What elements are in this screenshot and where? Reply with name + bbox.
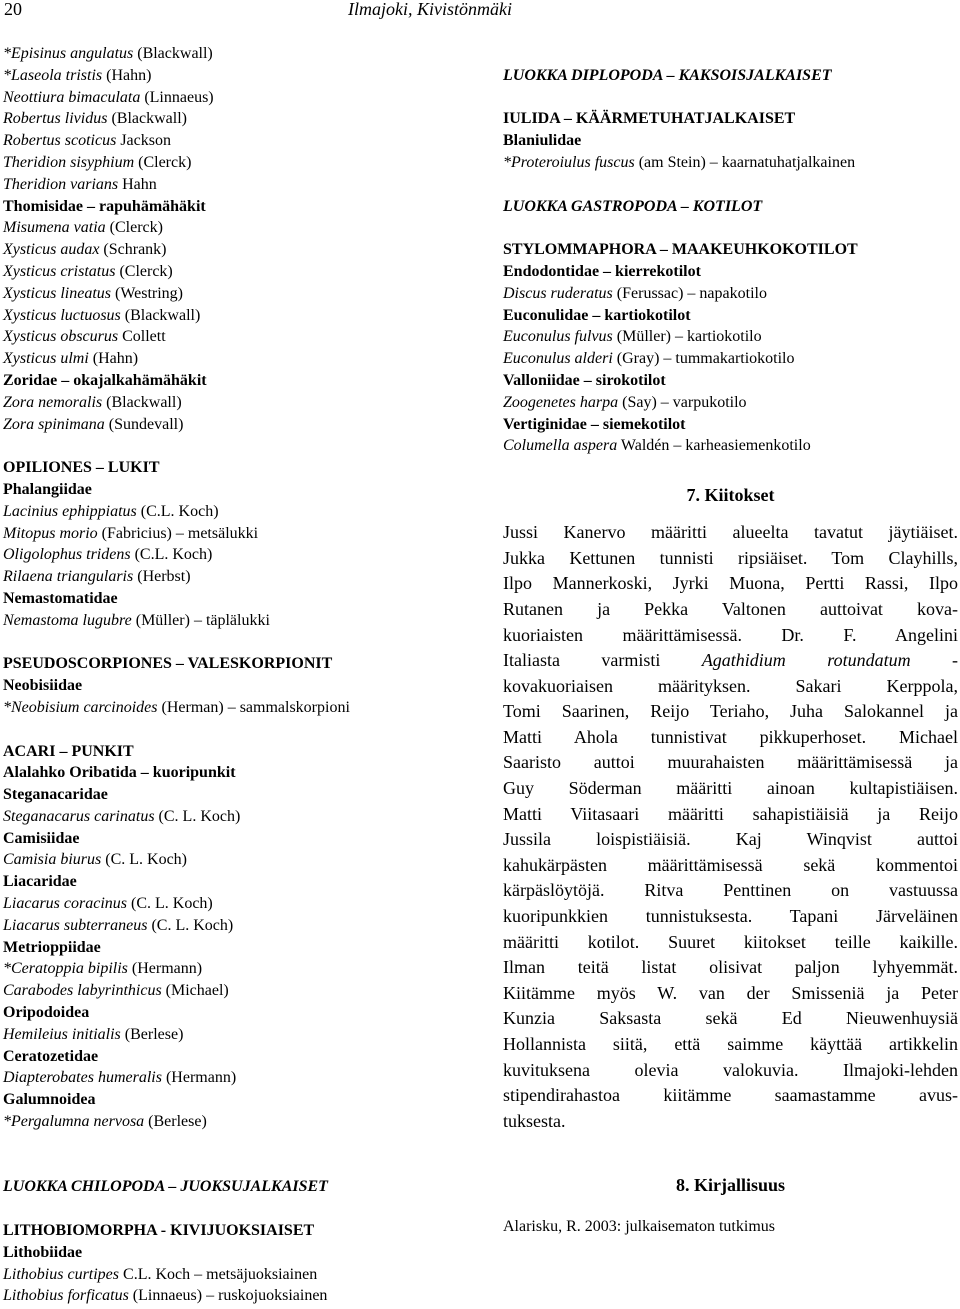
species-entry [3,152,473,174]
taxon-name: Steganacarus carinatus [3,807,155,825]
taxon-name: Liacarus coracinus [3,895,127,913]
taxon-name: Agathidium rotundatum [701,650,911,671]
spacer [3,632,473,654]
running-title: Ilmajoki, Kivistönmäki [348,0,512,19]
paragraph-line [503,878,958,904]
taxon-name: Neottiura bimaculata [3,88,141,106]
text-run: Collett [118,328,166,346]
text-run: (Michael) [161,982,229,1000]
paragraph-line [503,853,958,879]
species-entry [3,610,473,632]
species-entry [503,326,958,348]
acknowledgements-heading: 7. Kiitokset [686,485,775,506]
taxon-heading: Endodontidae – kierrekotilot [503,262,701,280]
text-run: (Linnaeus) – ruskojuoksiainen [128,1287,328,1305]
taxon-name: Robertus lividus [3,110,108,128]
species-entry [3,217,473,239]
taxon-name: Xysticus luctuosus [3,306,121,324]
spacer [503,43,958,65]
taxon-heading: Phalangiidae [3,480,92,498]
text-run: kahukärpästen määrittämisessä sekä kommentoi [503,854,958,875]
taxon-name: Zora nemoralis [3,393,103,411]
paragraph-line [503,571,958,597]
paragraph-line [503,981,958,1007]
text-run: (Blackwall) [133,45,213,62]
text-run: (Gray) – tummakartiokotilo [612,350,795,368]
species-entry [3,893,473,915]
taxon-heading: Ceratozetidae [3,1047,99,1065]
taxon-heading: LITHOBIOMORPHA - KIVIJUOKSIAISET [3,1222,315,1240]
references-heading: 8. Kirjallisuus [675,1175,786,1196]
text-run: Guy Söderman määritti ainoan kultapistiäisen. [503,778,958,799]
text-run: (Ferussac) – napakotilo [612,284,767,302]
taxon-heading: Blaniulidae [503,132,582,150]
text-run: (C. L. Koch) [147,916,234,934]
text-run: Matti Viitasaari määritti sahapistiäisiä ja Reijo [503,803,958,824]
text-run: Alarisku, R. 2003: julkaisematon tutkimus [503,1218,775,1236]
text-run: (Schrank) [99,241,167,259]
text-run: (Hermann) [127,960,203,978]
taxon-name: *Ceratoppia bipilis [3,960,128,978]
class-heading: LUOKKA CHILOPODA – JUOKSUJALKAISET [3,1178,328,1196]
species-entry [3,65,473,87]
text-run: (Blackwall) [102,393,182,411]
taxon-name: Xysticus cristatus [3,262,116,280]
species-entry [3,130,473,152]
taxon-heading: Alalahko Oribatida – kuoripunkit [3,764,236,782]
text-run: (C.L. Koch) [136,502,219,520]
paragraph-line [503,1032,958,1058]
acknowledgements-paragraph [503,520,958,1134]
taxon-heading: Metrioppiidae [3,938,101,956]
text-run: (Hermann) [161,1069,237,1087]
species-entry [3,544,473,566]
text-run: Rutanen ja Pekka Valtonen auttoivat kova- [503,598,958,619]
paragraph-line [503,802,958,828]
text-run: (Clerck) [115,262,173,280]
taxon-name: Xysticus lineatus [3,284,111,302]
text-run: Tomi Saarinen, Reijo Teriaho, Juha Salokannel ja [503,701,958,722]
taxon-name: Liacarus subterraneus [3,916,148,934]
spacer [3,1198,473,1220]
text-run: (Herbst) [133,568,191,586]
class-heading: LUOKKA GASTROPODA – KOTILOT [503,197,763,215]
spacer [3,1133,473,1155]
paragraph-line [503,827,958,853]
taxon-heading: Nemastomatidae [3,589,118,607]
text-run: (Herman) – sammalskorpioni [157,698,350,716]
text-run: kärpäslöytöjä. Ritva Penttinen on vastuussa [503,880,958,901]
species-entry [3,958,473,980]
text-run: - [910,650,958,671]
text-run: Kunzia Saksasta sekä Ed Nieuwenhuysiä [503,1008,958,1029]
spacer [503,87,958,109]
text-run: määritti kotilot. Suuret kiitokset teille kaikille. [503,931,958,952]
taxon-heading: Euconulidae – kartiokotilot [503,306,691,324]
taxon-name: Xysticus obscurus [3,328,119,346]
taxon-name: Camisia biurus [3,851,102,869]
paragraph-line [503,1109,958,1135]
paragraph-line [503,930,958,956]
taxon-heading: OPILIONES – LUKIT [3,459,160,477]
reference-entry [503,1216,958,1238]
text-run: stipendirahastoa kiitämme saamastamme avus- [503,1085,958,1106]
text-run: (Westring) [110,284,184,302]
species-entry [503,283,958,305]
text-run: (Sundevall) [104,415,184,433]
taxon-heading: IULIDA – KÄÄRMETUHATJALKAISET [503,110,796,128]
left-column-species-list [3,43,473,1307]
paragraph-line [503,1058,958,1084]
paragraph-line [503,520,958,546]
page-number: 20 [4,0,22,19]
text-run: Ilpo Mannerkoski, Jyrki Muona, Pertti Rassi, Ilpo [503,573,958,594]
taxon-name: Hemileius initialis [3,1025,121,1043]
paragraph-line [503,648,958,674]
text-run: (Hahn) [102,66,152,84]
text-run: (am Stein) – kaarnatuhatjalkainen [634,153,856,171]
taxon-name: Theridion varians [3,175,119,193]
text-run: Jussila loispistiäisiä. Kaj Winqvist auttoi [503,829,958,850]
taxon-name: *Proteroiulus fuscus [503,153,635,171]
text-run: Jussi Kanervo määritti alueelta tavatut jäytiäiset. [503,522,958,543]
text-run: (Blackwall) [120,306,201,324]
paragraph-line [503,546,958,572]
taxon-name: Rilaena triangularis [3,568,134,586]
species-entry [3,43,473,65]
text-run: kuvituksena olevia valokuvia. Ilmajoki-lehden [503,1059,958,1080]
taxon-heading: Vertiginidae – siemekotilot [503,415,686,433]
taxon-name: Discus ruderatus [503,284,613,302]
species-entry [3,239,473,261]
taxon-name: Carabodes labyrinthicus [3,982,162,1000]
paragraph-line [503,597,958,623]
text-run: (C. L. Koch) [101,851,188,869]
text-run: (Berlese) [120,1025,184,1043]
taxon-heading: PSEUDOSCORPIONES – VALESKORPIONIT [3,655,333,673]
paragraph-line [503,776,958,802]
text-run: Ilman teitä listat olisivat paljon lyhyemmät. [503,957,958,978]
species-entry [503,348,958,370]
text-run: (Fabricius) – metsälukki [97,524,259,542]
text-run: (Linnaeus) [140,88,214,106]
species-entry [3,566,473,588]
right-column-species-list [503,43,958,457]
taxon-name: Lacinius ephippiatus [3,502,137,520]
text-run: (Müller) – kartiokotilo [612,328,762,346]
taxon-name: Diapterobates humeralis [3,1069,162,1087]
text-run: (Berlese) [144,1113,207,1131]
taxon-name: Euconulus alderi [503,350,613,368]
taxon-name: *Pergalumna nervosa [3,1113,145,1131]
species-entry [503,392,958,414]
taxon-name: Theridion sisyphium [3,153,135,171]
text-run: (Say) – varpukotilo [618,393,747,411]
taxon-name: *Episinus angulatus [3,45,134,62]
text-run: Italiasta varmisti [503,650,702,671]
species-entry [3,326,473,348]
class-heading: LUOKKA DIPLOPODA – KAKSOISJALKAISET [503,66,832,84]
taxon-heading: Oripodoidea [3,1004,90,1022]
species-entry [3,174,473,196]
species-entry [3,915,473,937]
paragraph-line [503,623,958,649]
taxon-name: Mitopus morio [3,524,98,542]
taxon-name: Columella aspera [503,437,618,455]
text-run: kovakuoriaisen määrityksen. Sakari Kerppola, [503,675,958,696]
taxon-name: Nemastoma lugubre [3,611,132,629]
paragraph-line [503,725,958,751]
species-entry [3,1067,473,1089]
species-entry [3,697,473,719]
taxon-name: Lithobius forficatus [3,1287,129,1305]
species-entry [3,283,473,305]
text-run: Hollannista siitä, että saimme käyttää artikkelin [503,1034,958,1055]
paragraph-line [503,955,958,981]
spacer [503,217,958,239]
taxon-name: *Neobisium carcinoides [3,698,158,716]
taxon-name: Zora spinimana [3,415,105,433]
spacer [3,1155,473,1177]
taxon-name: Robertus scoticus [3,132,117,150]
text-run: (Clerck) [105,219,163,237]
spacer [3,719,473,741]
species-entry [3,501,473,523]
species-entry [3,305,473,327]
taxon-name: Lithobius curtipes [3,1265,120,1283]
text-run: (Müller) – täplälukki [131,611,270,629]
taxon-heading: ACARI – PUNKIT [3,742,134,760]
right-column [503,43,958,1238]
references-list [503,1216,958,1238]
species-entry [3,980,473,1002]
spacer [503,174,958,196]
species-entry [3,348,473,370]
text-run: (C.L. Koch) [130,546,213,564]
text-run: kuoriaisten määrittämisessä. Dr. F. Angelini [503,624,958,645]
text-run: (Clerck) [134,153,192,171]
species-entry [3,1285,473,1307]
text-run: C.L. Koch – metsäjuoksiainen [119,1265,318,1283]
text-run: Waldén – karheasiemenkotilo [617,437,811,455]
species-entry [3,108,473,130]
paragraph-line [503,1006,958,1032]
spacer [3,435,473,457]
taxon-heading: Thomisidae – rapuhämähäkit [3,197,206,215]
taxon-heading: STYLOMMAPHORA – MAAKEUHKOKOTILOT [503,241,858,259]
species-entry [3,414,473,436]
text-run: Saaristo auttoi muurahaisten määrittämisessä ja [503,752,958,773]
paragraph-line [503,699,958,725]
taxon-name: Oligolophus tridens [3,546,131,564]
taxon-heading: Steganacaridae [3,786,108,804]
taxon-heading: Neobisiidae [3,677,83,695]
text-run: Kiitämme myös W. van der Smisseniä ja Peter [503,982,958,1003]
taxon-name: Xysticus ulmi [3,350,89,368]
taxon-heading: Lithobiidae [3,1243,83,1261]
taxon-heading: Camisiidae [3,829,80,847]
taxon-name: Zoogenetes harpa [503,393,619,411]
taxon-name: Euconulus fulvus [503,328,613,346]
species-entry [3,1264,473,1286]
taxon-name: Misumena vatia [3,219,106,237]
taxon-heading: Galumnoidea [3,1091,96,1109]
text-run: tuksesta. [503,1110,566,1131]
text-run: (Hahn) [88,350,139,368]
taxon-heading: Zoridae – okajalkahämähäkit [3,371,207,389]
paragraph-line [503,1083,958,1109]
text-run: Jackson [116,132,171,150]
text-run: (C. L. Koch) [154,807,241,825]
paragraph-line [503,750,958,776]
text-run: (C. L. Koch) [127,895,213,913]
paragraph-line [503,674,958,700]
species-entry [3,392,473,414]
taxon-name: *Laseola tristis [3,66,103,84]
species-entry [3,849,473,871]
species-entry [3,806,473,828]
species-entry [503,435,958,457]
species-entry [3,261,473,283]
text-run: Hahn [118,175,157,193]
taxon-heading: Valloniidae – sirokotilot [503,371,666,389]
text-run: (Blackwall) [107,110,187,128]
species-entry [3,87,473,109]
text-run: Jukka Kettunen tunnisti ripsiäiset. Tom Clayhills, [503,547,958,568]
text-run: kuoripunkkien tunnistuksesta. Tapani Järveläinen [503,906,958,927]
text-run: Matti Ahola tunnistivat pikkuperhoset. Michael [503,726,958,747]
taxon-heading: Liacaridae [3,873,77,891]
taxon-name: Xysticus audax [3,241,100,259]
species-entry [3,1111,473,1133]
paragraph-line [503,904,958,930]
species-entry [3,523,473,545]
species-entry [3,1024,473,1046]
species-entry [503,152,958,174]
